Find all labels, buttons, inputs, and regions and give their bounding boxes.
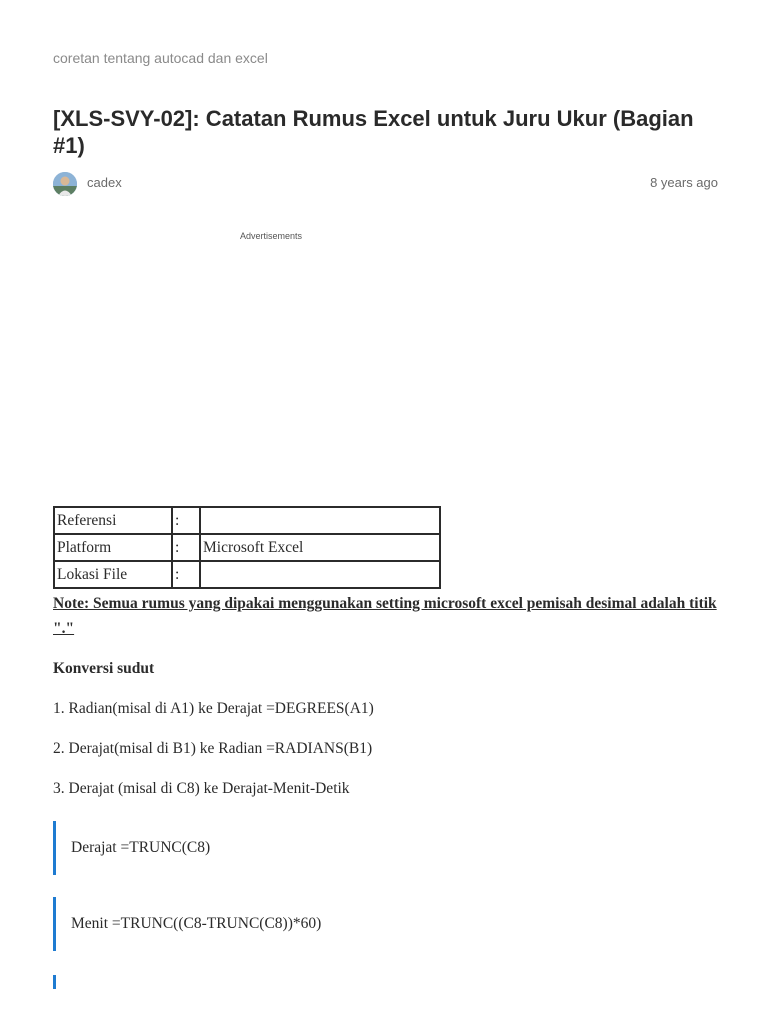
- meta-label: Platform: [54, 534, 172, 561]
- meta-value: [200, 507, 440, 534]
- meta-label: Referensi: [54, 507, 172, 534]
- meta-separator: :: [172, 561, 200, 588]
- site-name[interactable]: coretan tentang autocad dan excel: [53, 50, 268, 66]
- avatar-image: [53, 172, 77, 196]
- decimal-note: Note: Semua rumus yang dipakai menggunakan setting microsoft excel pemisah desimal adalah titik ".": [53, 595, 717, 637]
- meta-value: [200, 561, 440, 588]
- author-name[interactable]: cadex: [87, 175, 122, 190]
- ad-slot[interactable]: [53, 248, 493, 493]
- formula-quote: [53, 821, 671, 875]
- ad-label: Advertisements: [240, 231, 303, 241]
- formula-quote: [53, 975, 656, 989]
- post-time: 8 years ago: [650, 175, 718, 190]
- section-heading: Konversi sudut: [53, 660, 155, 677]
- table-row: [54, 534, 440, 561]
- author-avatar[interactable]: [53, 172, 77, 196]
- table-row: [54, 561, 440, 588]
- list-item: 1. Radian(misal di A1) ke Derajat =DEGREES(A1): [53, 700, 374, 717]
- formula-text: Menit =TRUNC((C8-TRUNC(C8))*60): [71, 915, 322, 932]
- post-content: [53, 506, 723, 932]
- meta-label: Lokasi File: [54, 561, 172, 588]
- meta-table: [53, 506, 441, 589]
- meta-value: Microsoft Excel: [200, 534, 440, 561]
- meta-separator: :: [172, 534, 200, 561]
- formula-quote: [53, 897, 671, 951]
- list-item: 3. Derajat (misal di C8) ke Derajat-Menit-Detik: [53, 780, 350, 797]
- post-title: [XLS-SVY-02]: Catatan Rumus Excel untuk Juru Ukur (Bagian #1): [53, 106, 694, 158]
- meta-separator: :: [172, 507, 200, 534]
- table-row: [54, 507, 440, 534]
- formula-text: Derajat =TRUNC(C8): [71, 839, 211, 856]
- list-item: 2. Derajat(misal di B1) ke Radian =RADIANS(B1): [53, 740, 373, 757]
